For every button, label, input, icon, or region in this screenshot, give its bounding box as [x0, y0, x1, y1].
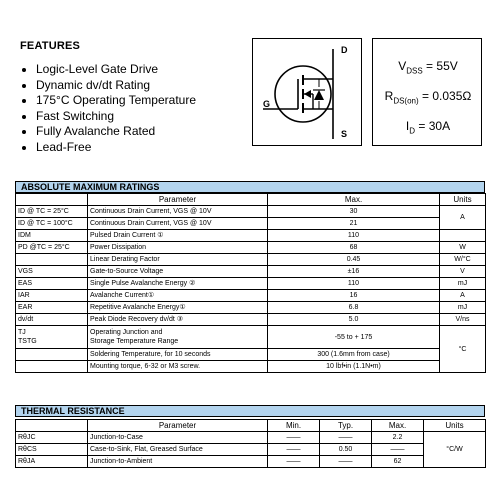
- table-row: [16, 218, 486, 230]
- row-min: ——: [268, 456, 320, 468]
- row-unit: V: [440, 266, 486, 278]
- row-max: ——: [372, 444, 424, 456]
- mosfet-symbol-box: [252, 38, 362, 146]
- gate-label: G: [263, 99, 271, 109]
- table-row: [16, 206, 486, 218]
- row-symbol: IAR: [16, 290, 88, 302]
- thermal-resistance-table: [15, 419, 486, 468]
- column-header: Units: [424, 420, 486, 432]
- row-parameter: Continuous Drain Current, VGS @ 10V: [88, 218, 268, 230]
- row-typ: ——: [320, 432, 372, 444]
- column-header: Typ.: [320, 420, 372, 432]
- row-typ: 0.50: [320, 444, 372, 456]
- table-row: [16, 278, 486, 290]
- row-max: 62: [372, 456, 424, 468]
- features-heading: FEATURES: [20, 40, 81, 52]
- row-symbol: RθJC: [16, 432, 88, 444]
- row-symbol: VGS: [16, 266, 88, 278]
- feature-item: Fully Avalanche Rated: [22, 124, 196, 140]
- table-row: [16, 444, 486, 456]
- column-header: Parameter: [88, 194, 268, 206]
- row-max: 110: [268, 278, 440, 290]
- row-min: ——: [268, 432, 320, 444]
- row-max: -55 to + 175: [268, 326, 440, 349]
- row-parameter: Avalanche Current①: [88, 290, 268, 302]
- feature-item: Logic-Level Gate Drive: [22, 62, 196, 78]
- row-symbol: TSTG: [18, 338, 37, 345]
- row-unit: °C: [440, 326, 486, 373]
- row-parameter: Case-to-Sink, Flat, Greased Surface: [88, 444, 268, 456]
- table-row: [16, 266, 486, 278]
- column-header: Parameter: [88, 420, 268, 432]
- row-max: 16: [268, 290, 440, 302]
- table-row: [16, 290, 486, 302]
- feature-list: [22, 62, 196, 155]
- column-header: Min.: [268, 420, 320, 432]
- table-row: [16, 456, 486, 468]
- row-max: 0.45: [268, 254, 440, 266]
- thermal-resistance-heading: THERMAL RESISTANCE: [15, 405, 485, 417]
- row-symbol: IDM: [16, 230, 88, 242]
- row-typ: ——: [320, 456, 372, 468]
- row-parameter: Linear Derating Factor: [88, 254, 268, 266]
- row-parameter: Power Dissipation: [88, 242, 268, 254]
- row-symbol: EAR: [16, 302, 88, 314]
- row-parameter: Gate-to-Source Voltage: [88, 266, 268, 278]
- feature-item: Lead-Free: [22, 140, 196, 156]
- row-max: 5.0: [268, 314, 440, 326]
- row-parameter: Junction-to-Ambient: [88, 456, 268, 468]
- vdss-spec: $V_{DSS} = 55V$: [398, 59, 458, 76]
- key-specs-box: [372, 38, 482, 146]
- table-header-row: [16, 420, 486, 432]
- table-row: [16, 361, 486, 373]
- row-max: 110: [268, 230, 440, 242]
- table-row: [16, 326, 486, 349]
- row-symbol: dv/dt: [16, 314, 88, 326]
- row-parameter: Repetitive Avalanche Energy①: [88, 302, 268, 314]
- row-max: 21: [268, 218, 440, 230]
- row-unit: [440, 230, 486, 242]
- row-symbol: TJ: [18, 329, 26, 336]
- column-header: Max.: [268, 194, 440, 206]
- row-parameter: Storage Temperature Range: [90, 338, 179, 345]
- row-parameter: Mounting torque, 6-32 or M3 screw.: [88, 361, 268, 373]
- row-max: 30: [268, 206, 440, 218]
- row-max: 300 (1.6mm from case): [268, 349, 440, 361]
- row-parameter: Peak Diode Recovery dv/dt ③: [88, 314, 268, 326]
- row-unit: mJ: [440, 302, 486, 314]
- row-parameter: Single Pulse Avalanche Energy ②: [88, 278, 268, 290]
- rds-on-spec: $R_{DS(on)} = 0.035\Omega$: [384, 89, 472, 106]
- row-symbol: [16, 254, 88, 266]
- column-header: Max.: [372, 420, 424, 432]
- row-max: 68: [268, 242, 440, 254]
- row-unit: A: [440, 206, 486, 230]
- table-row: [16, 302, 486, 314]
- row-parameter: Operating Junction and: [90, 329, 163, 336]
- row-parameter: Junction-to-Case: [88, 432, 268, 444]
- row-unit: A: [440, 290, 486, 302]
- id-spec: $I_D = 30A$: [405, 119, 451, 136]
- table-row: [16, 349, 486, 361]
- row-symbol: ID @ TC = 25°C: [16, 206, 88, 218]
- table-row: [16, 242, 486, 254]
- feature-item: 175°C Operating Temperature: [22, 93, 196, 109]
- row-unit: °C/W: [424, 432, 486, 468]
- row-min: ——: [268, 444, 320, 456]
- row-symbol: RθCS: [16, 444, 88, 456]
- table-row: [16, 432, 486, 444]
- row-symbol: RθJA: [16, 456, 88, 468]
- row-symbol: ID @ TC = 100°C: [16, 218, 88, 230]
- feature-item: Dynamic dv/dt Rating: [22, 78, 196, 94]
- row-symbol: EAS: [16, 278, 88, 290]
- source-label: S: [341, 129, 348, 139]
- absolute-max-ratings-table: [15, 193, 486, 373]
- table-row: [16, 230, 486, 242]
- row-parameter: Continuous Drain Current, VGS @ 10V: [88, 206, 268, 218]
- row-unit: W/°C: [440, 254, 486, 266]
- row-unit: mJ: [440, 278, 486, 290]
- row-max: ±16: [268, 266, 440, 278]
- table-row: [16, 314, 486, 326]
- row-max: 2.2: [372, 432, 424, 444]
- row-unit: W: [440, 242, 486, 254]
- row-parameter: Pulsed Drain Current ①: [88, 230, 268, 242]
- drain-label: D: [341, 45, 348, 55]
- row-unit: V/ns: [440, 314, 486, 326]
- absolute-max-ratings-heading: ABSOLUTE MAXIMUM RATINGS: [15, 181, 485, 193]
- row-parameter: Soldering Temperature, for 10 seconds: [88, 349, 268, 361]
- row-max: 6.8: [268, 302, 440, 314]
- table-row: [16, 254, 486, 266]
- column-header: Units: [440, 194, 486, 206]
- row-max: 10 lbf•in (1.1N•m): [268, 361, 440, 373]
- table-header-row: [16, 194, 486, 206]
- feature-item: Fast Switching: [22, 109, 196, 125]
- row-symbol: PD @TC = 25°C: [16, 242, 88, 254]
